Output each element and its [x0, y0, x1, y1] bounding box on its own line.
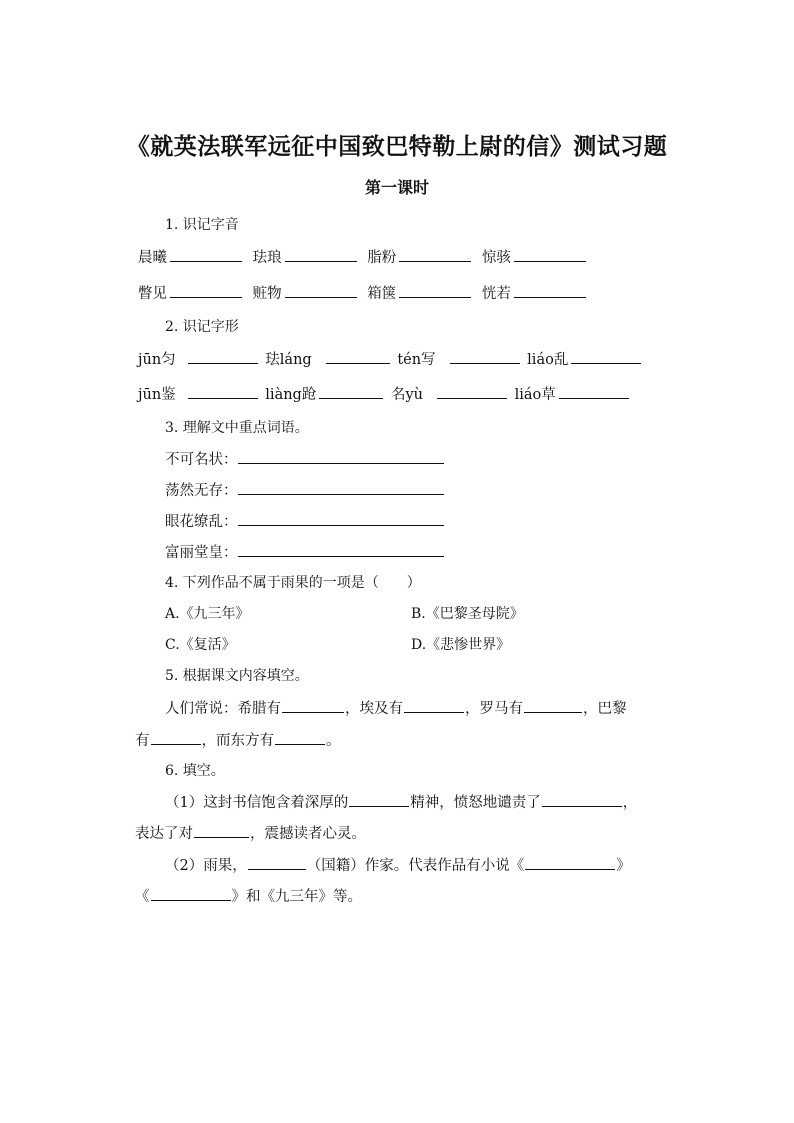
q4-option-c[interactable]: C.《复活》	[165, 637, 236, 653]
answer-blank[interactable]	[326, 348, 390, 364]
answer-blank[interactable]	[285, 246, 357, 262]
q1-word: 恍若	[481, 286, 511, 302]
answer-blank[interactable]	[571, 348, 641, 364]
q1-row2	[138, 282, 589, 303]
answer-blank[interactable]	[248, 854, 306, 870]
answer-blank[interactable]	[525, 854, 615, 870]
q2-row1	[138, 348, 644, 369]
q6-text: 精神，愤怒地谴责了	[410, 795, 541, 811]
q5-text: 人们常说：希腊有	[165, 701, 281, 717]
q5-text: ，罗马有	[465, 701, 523, 717]
q2-word: liàng跄	[265, 387, 317, 403]
q1-word: 脂粉	[367, 250, 397, 266]
q3-item	[165, 448, 447, 469]
q2-word: jūn匀	[138, 352, 176, 368]
q5-line2	[135, 729, 341, 750]
answer-blank[interactable]	[151, 885, 231, 901]
q2-word: liáo乱	[527, 352, 569, 368]
answer-blank[interactable]	[285, 282, 357, 298]
page-title: 《就英法联军远征中国致巴特勒上尉的信》测试习题	[126, 133, 668, 160]
q6-p2-line2	[135, 885, 362, 906]
q5-text: ，而东方有	[201, 733, 274, 749]
answer-blank[interactable]	[151, 729, 201, 745]
answer-blank[interactable]	[238, 479, 444, 495]
answer-blank[interactable]	[170, 246, 242, 262]
q6-p2-line1	[165, 854, 631, 875]
answer-blank[interactable]	[437, 383, 507, 399]
q2-row2	[138, 383, 632, 404]
q6-text: 》	[616, 858, 631, 874]
answer-blank[interactable]	[188, 348, 258, 364]
answer-blank[interactable]	[399, 246, 471, 262]
q1-word: 赃物	[252, 286, 282, 302]
answer-blank[interactable]	[559, 383, 629, 399]
q1-word: 珐琅	[252, 250, 282, 266]
answer-blank[interactable]	[238, 541, 444, 557]
answer-blank[interactable]	[404, 697, 464, 713]
q3-term: 眼花缭乱：	[165, 514, 238, 530]
answer-blank[interactable]	[450, 348, 520, 364]
q2-heading: 2. 识记字形	[165, 319, 239, 335]
answer-blank[interactable]	[238, 448, 444, 464]
answer-blank[interactable]	[349, 791, 409, 807]
q5-text: 。	[326, 733, 341, 749]
q1-word: 瞥见	[138, 286, 167, 302]
q2-word: 名yù	[390, 387, 423, 403]
answer-blank[interactable]	[170, 282, 242, 298]
q3-item	[165, 479, 447, 500]
answer-blank[interactable]	[524, 697, 582, 713]
answer-blank[interactable]	[238, 510, 444, 526]
q5-text: ，埃及有	[345, 701, 403, 717]
q6-text: ，	[622, 795, 638, 811]
q1-word: 箱箧	[367, 286, 397, 302]
page-subtitle: 第一课时	[364, 178, 429, 197]
q3-item	[165, 541, 447, 562]
q6-p1-line2	[135, 822, 366, 843]
answer-blank[interactable]	[514, 282, 586, 298]
q6-text: （国籍）作家。代表作品有小说《	[306, 858, 525, 874]
q4-option-d[interactable]: D.《悲惨世界》	[411, 637, 511, 653]
q5-text: 有	[135, 733, 150, 749]
q4-option-b[interactable]: B.《巴黎圣母院》	[411, 606, 524, 622]
answer-blank[interactable]	[275, 729, 325, 745]
answer-blank[interactable]	[188, 383, 258, 399]
q4-option-a[interactable]: A.《九三年》	[165, 606, 250, 622]
q6-p1-line1	[165, 791, 637, 812]
q6-text: 》和《九三年》等。	[231, 889, 362, 905]
q6-text: （1）这封书信饱含着深厚的	[165, 795, 349, 811]
q1-word: 惊骇	[481, 250, 511, 266]
q1-word: 晨曦	[138, 250, 167, 266]
answer-blank[interactable]	[514, 246, 586, 262]
q3-term: 不可名状：	[165, 452, 238, 468]
q5-line1	[165, 697, 627, 718]
q3-item	[165, 510, 447, 531]
q3-heading: 3. 理解文中重点词语。	[165, 420, 309, 436]
q5-heading: 5. 根据课文内容填空。	[165, 668, 309, 684]
q1-heading: 1. 识记字音	[165, 217, 239, 233]
answer-blank[interactable]	[542, 791, 622, 807]
answer-blank[interactable]	[399, 282, 471, 298]
q3-term: 富丽堂皇：	[165, 545, 238, 561]
q2-word: liáo草	[514, 387, 556, 403]
q3-term: 荡然无存：	[165, 483, 238, 499]
answer-blank[interactable]	[282, 697, 344, 713]
q2-word: jūn鉴	[138, 387, 176, 403]
q6-text: 表达了对	[135, 826, 193, 842]
q6-text: 《	[135, 889, 150, 905]
q6-text: ，震撼读者心灵。	[250, 826, 366, 842]
q1-row1	[138, 246, 589, 267]
q2-word: 珐láng	[265, 352, 312, 368]
answer-blank[interactable]	[319, 383, 383, 399]
q4-heading: 4. 下列作品不属于雨果的一项是（ ）	[165, 575, 421, 591]
q5-text: ，巴黎	[583, 701, 627, 717]
answer-blank[interactable]	[194, 822, 249, 838]
q6-heading: 6. 填空。	[165, 763, 225, 779]
q6-text: （2）雨果，	[165, 858, 247, 874]
q2-word: tén写	[397, 352, 436, 368]
